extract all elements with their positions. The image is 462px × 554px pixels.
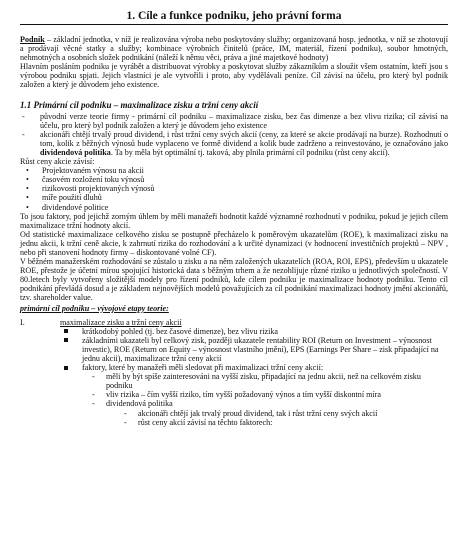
podnik-definition: – základní jednotka, v níž je realizována výroba nebo poskytovány služby; organizovaná hosp. jednotka, v níž se zhotovují a prodávají věcné statky a služby; kombinace výrobních činitelů (práce, IM, materiál, řízení podniku), soubor hmotných, nehmotných a osobních složek podnikání (náleží k němu věci, práva a jiné majetkové hodnoty) — [20, 35, 448, 63]
roman-heading-text: maximalizace zisku a tržní ceny akcií — [60, 317, 182, 327]
subsub-dash-list — [120, 409, 448, 427]
list-item: • Projektovaném výnosu na akcii — [20, 166, 448, 175]
stage-square-list — [20, 327, 448, 427]
body-paragraph: Od statistické maximalizace celkového zisku se postupně přecházelo k poměrovým ukazatelům (ROE), k maximalizaci zisku na jednu akcii, k tržní ceně akcie, k zahrnutí rizika do rozhodování a k určité dynamizaci (v hodnocení investičních projektů – NPV , nebo při stanovení hodnoty firmy – diskontované volné CF). — [20, 229, 448, 257]
roman-heading — [20, 318, 448, 327]
depends-label: Růst ceny akcie závisí: — [20, 157, 95, 167]
body-paragraph: To jsou faktory, pod jejichž zorným úhlem by měli manažeři hodnotit každé významné rozhodnutí v podniku, pokud je jejich cílem maximalizace tržní hodnoty akcií. — [20, 211, 448, 230]
dividend-policy-term: dividendová politika — [40, 147, 111, 157]
section-heading-stages: primární cíl podniku – vývojové etapy teorie: — [20, 303, 169, 313]
roman-numeral: I. — [20, 317, 25, 327]
page-title: 1. Cíle a funkce podniku, jeho právní forma — [20, 10, 448, 25]
list-item — [88, 399, 448, 426]
list-item-text: faktory, které by manažeři měli sledovat při maximalizaci tržní ceny akcií: — [82, 363, 324, 373]
list-item: - akcionáři chtějí jak trvalý proud dividend, tak i růst tržní ceny svých akcií — [120, 409, 448, 418]
list-item — [60, 363, 448, 427]
list-item: • míře použití dluhů — [20, 193, 448, 202]
list-item — [20, 130, 448, 157]
mission-paragraph: Hlavním posláním podniku je vyrábět a distribuovat výrobky a poskytovat služby zákazníkům a sloužit všem ostatním, kteří jsou s výrobou podniku spjati. Jejich vlastníci je ale vytvořili i proto, aby vydělávali peníze. Cíl závisí na účelu, pro který byl podnik založen a který je důvodem jeho existence. — [20, 62, 448, 90]
factors-bullet-list — [20, 166, 448, 211]
list-item-text: akcionáři chtějí trvalý proud dividend, i růst tržní ceny svých akcií (ceny, za které se akcie prodávají na burze). Rozhodnutí o tom, kolik z běžných výnosů bude vyplaceno ve formě dividend a kolik bude zadrženo a reinvestováno, je označováno jako — [40, 129, 448, 148]
body-paragraph: V běžném manažerském rozhodování se zůstalo u zisku a na něm založených ukazatelích (ROA, ROI, EPS), především u ukazatele ROE, přestože je účetní mírou spojující historická data s běžným trhem a že nezohlijuje různé riziko u jednotlivých společností. V 80.letech byly vytvořeny složitější modely pro řízení podniků, kde cílem podniku je maximalizace hodnoty podniku. Tento cíl podnikání převládá dosud a je základem nejnovějších modelů považujících za cíl podnikání maximalizaci hodnoty jmění akcionářů, tzv. shareholder value. — [20, 257, 448, 303]
list-item: • dividendové politice — [20, 203, 448, 212]
list-item: - původní verze teorie firmy - primární cíl podniku – maximalizace zisku, bez čas dimenze a bez vlivu rizika; cíl závisí na účelu, pro který byl podnik založen a který je důvodem jeho existence — [20, 112, 448, 130]
term-podnik: Podnik — [20, 35, 45, 44]
list-item: - měli by být spíše zainteresováni na vyšší zisku, připadající na jednu akcii, než na celkovém zisku podniku — [88, 372, 448, 390]
list-item-tail: . Ta by měla být optimální tj. taková, aby plnila primární cíl podniku (růst ceny akcií). — [110, 147, 390, 157]
sub-dash-list — [88, 372, 448, 427]
list-item: • časovém rozložení toku výnosů — [20, 175, 448, 184]
list-item: - růst ceny akcií závisí na těchto faktorech: — [120, 418, 448, 427]
list-item: • rizikovosti projektovaných výnosů — [20, 184, 448, 193]
list-item-text: dividendová politika — [106, 399, 173, 409]
list-item: - vliv rizika – čím vyšší riziko, tím vyšší požadovaný výnos a tím vyšší diskontní míra — [88, 390, 448, 399]
section-heading-primary-goal: 1.1 Primární cíl podniku – maximalizace zisku a tržní ceny akcií — [20, 99, 259, 110]
goal-dash-list — [20, 112, 448, 157]
list-item: krátkodobý pohled (tj. bez časové dimenze), bez vlivu rizika — [60, 327, 448, 336]
intro-paragraph — [20, 35, 448, 62]
list-item: základními ukazateli byl celkový zisk, později ukazatele rentability ROI (Return on Investment – výnosnost investic), ROE (Return on Equity – výnosnost vlastního jmění), EPS (Earnings Per Share – zisk připadající na jednu akcii), maximalizace tržní ceny akcií — [60, 336, 448, 363]
